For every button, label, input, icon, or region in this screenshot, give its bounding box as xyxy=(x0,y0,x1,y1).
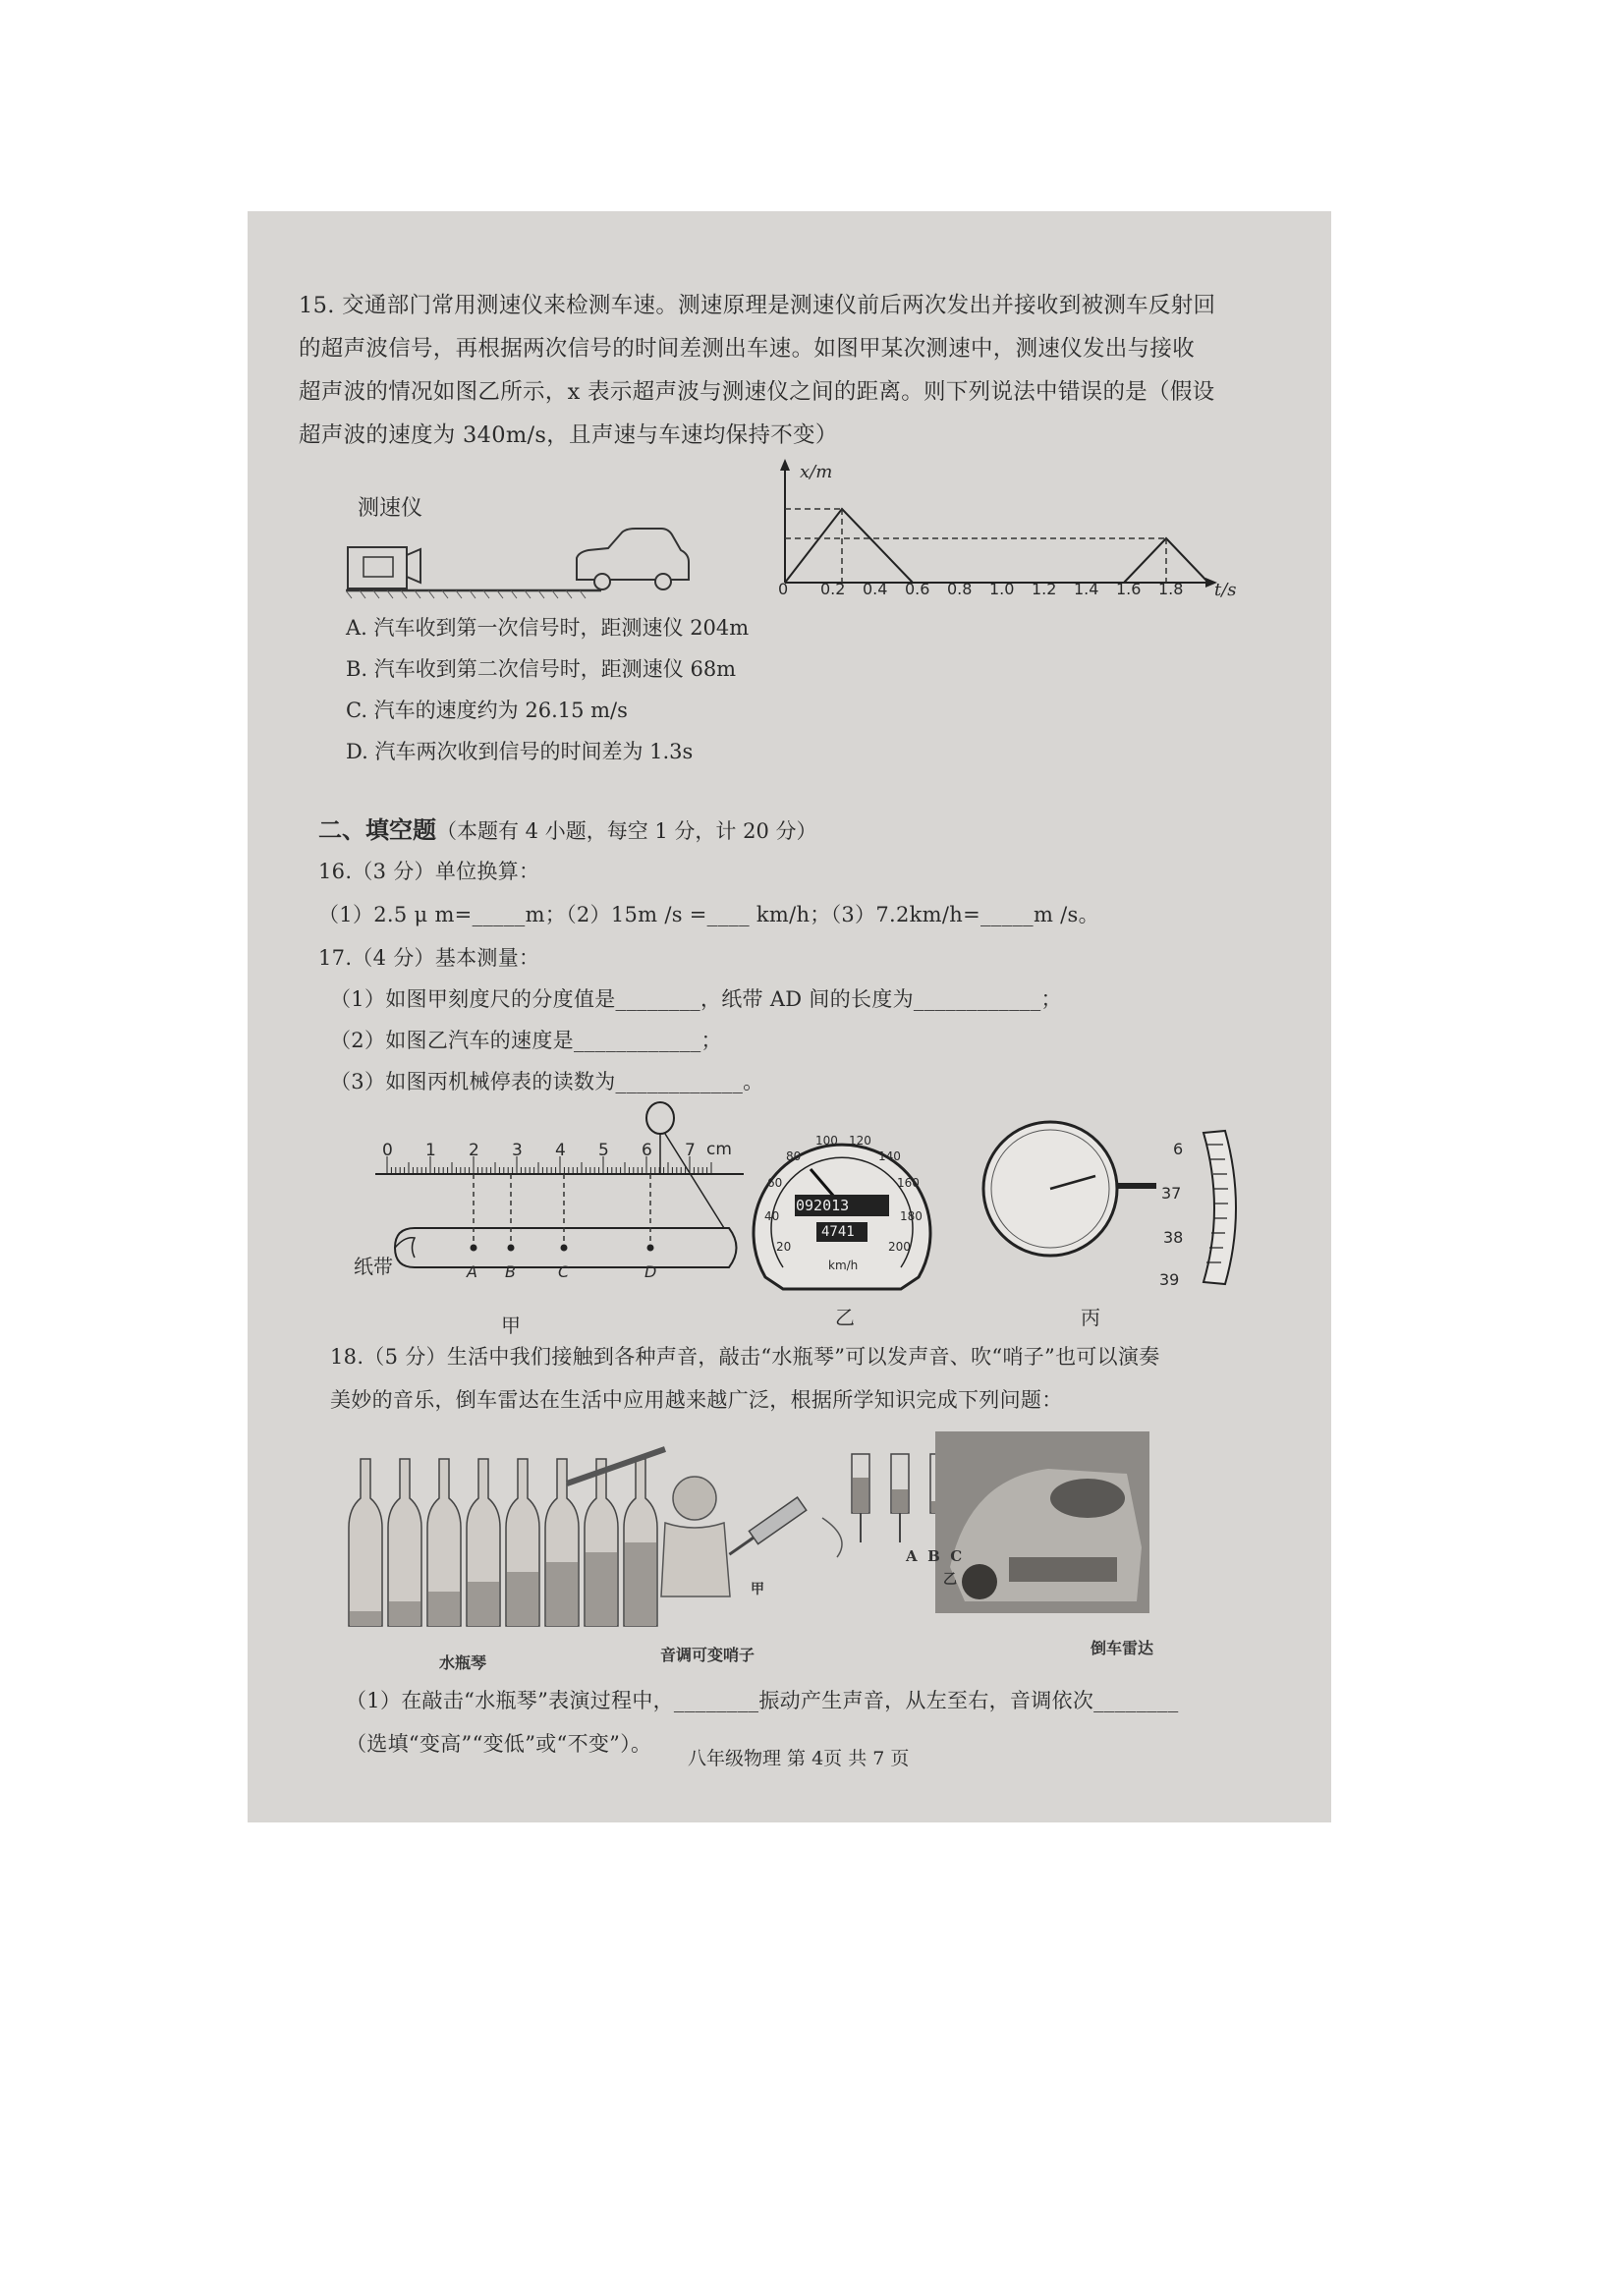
scale-number-38: 38 xyxy=(1163,1228,1184,1247)
point-d: D xyxy=(644,1262,657,1281)
speedo-number-20: 20 xyxy=(776,1240,792,1254)
q15-line-4: 超声波的速度为 340m/s，且声速与车速均保持不变） xyxy=(299,422,838,448)
q15-line-1: 15. 交通部门常用测速仪来检测车速。测速原理是测速仪前后两次发出并接收到被测车反射回 xyxy=(299,293,1216,318)
page-footer: 八年级物理 第 4页 共 7 页 xyxy=(688,1748,910,1769)
speed-device-label: 测速仪 xyxy=(358,496,423,521)
q18-part-1-note: （选填“变高”“变低”或“不变”）。 xyxy=(346,1732,652,1756)
speedo-number-200: 200 xyxy=(888,1240,911,1254)
speedo-number-180: 180 xyxy=(900,1209,923,1223)
graph-tick-7: 1.4 xyxy=(1074,580,1099,598)
speedo-number-120: 120 xyxy=(849,1134,871,1148)
car-outline xyxy=(567,511,695,599)
bottle xyxy=(585,1459,618,1626)
graph-tick-1: 0.2 xyxy=(820,580,846,598)
speedo-number-80: 80 xyxy=(786,1149,802,1163)
q18-part-1: （1）在敲击“水瓶琴”表演过程中，________振动产生声音，从左至右，音调依次________ xyxy=(346,1689,1179,1712)
speedo-number-140: 140 xyxy=(878,1149,901,1163)
test-tube xyxy=(852,1454,869,1542)
q17-part-1: （1）如图甲刻度尺的分度值是________，纸带 AD 间的长度为____________； xyxy=(330,987,1062,1011)
graph-tick-6: 1.2 xyxy=(1032,580,1057,598)
ruler-number-0: 0 xyxy=(382,1141,393,1160)
graph-tick-3: 0.6 xyxy=(905,580,930,598)
ruler-number-5: 5 xyxy=(598,1141,609,1160)
test-tube xyxy=(891,1454,909,1542)
q17-part-2: （2）如图乙汽车的速度是____________； xyxy=(330,1029,722,1052)
tubes-labels: A B C xyxy=(906,1547,963,1565)
bottle xyxy=(467,1459,500,1626)
graph-tick-5: 1.0 xyxy=(989,580,1015,598)
ruler-number-4: 4 xyxy=(555,1141,566,1160)
q18-line-1: 18.（5 分）生活中我们接触到各种声音，敲击“水瓶琴”可以发声音、吹“哨子”也可以演奏 xyxy=(330,1345,1160,1369)
q18-line-2: 美妙的音乐，倒车雷达在生活中应用越来越广泛，根据所学知识完成下列问题： xyxy=(330,1388,1063,1412)
mallet xyxy=(567,1449,665,1484)
q15-line-3: 超声波的情况如图乙所示，x 表示超声波与测速仪之间的距离。则下列说法中错误的是（假设 xyxy=(299,379,1215,405)
point-b: B xyxy=(505,1262,516,1281)
bottle xyxy=(388,1459,421,1626)
figure-jia-caption: 甲 xyxy=(501,1314,521,1337)
whistle-jia-label: 甲 xyxy=(751,1582,764,1597)
section-2-title: 二、填空题 xyxy=(318,815,436,844)
figure-yi-caption: 乙 xyxy=(835,1306,855,1329)
speed-unit: km/h xyxy=(828,1259,859,1272)
q15-option-a: A. 汽车收到第一次信号时，距测速仪 204m xyxy=(346,616,750,640)
graph-tick-0: 0 xyxy=(778,580,789,598)
q15-option-b: B. 汽车收到第二次信号时，距测速仪 68m xyxy=(346,657,737,681)
odometer-reading: 092013 xyxy=(796,1197,850,1214)
point-c: C xyxy=(558,1262,570,1281)
ruler-number-7: 7 xyxy=(685,1141,696,1160)
section-2-note: （本题有 4 小题，每空 1 分，计 20 分） xyxy=(436,819,817,843)
tubes-yi-label: 乙 xyxy=(943,1572,957,1588)
graph-x-label: t/s xyxy=(1214,580,1237,600)
girl-head xyxy=(673,1477,716,1520)
speedo-number-100: 100 xyxy=(815,1134,838,1148)
stopwatch xyxy=(979,1115,1314,1292)
bottles-caption: 水瓶琴 xyxy=(439,1653,487,1672)
ruler-unit: cm xyxy=(706,1140,732,1159)
graph-tick-2: 0.4 xyxy=(863,580,888,598)
bottle xyxy=(349,1459,382,1626)
zoomed-scale xyxy=(1203,1131,1236,1284)
graph-y-label: x/m xyxy=(800,462,833,482)
figure-bing-caption: 丙 xyxy=(1081,1306,1100,1329)
q16-head: 16.（3 分）单位换算： xyxy=(318,860,540,883)
ruler-number-2: 2 xyxy=(469,1141,479,1160)
speedo-number-160: 160 xyxy=(897,1176,920,1190)
section-2-heading xyxy=(318,811,817,845)
speedo-number-40: 40 xyxy=(764,1209,780,1223)
q15-line-2: 的超声波信号，再根据两次信号的时间差测出车速。如图甲某次测速中，测速仪发出与接收 xyxy=(299,336,1196,362)
signal-1-path xyxy=(785,509,913,583)
graph-tick-9: 1.8 xyxy=(1158,580,1184,598)
q15-option-d: D. 汽车两次收到信号的时间差为 1.3s xyxy=(346,740,694,763)
test-tubes xyxy=(852,1454,948,1542)
graph-tick-8: 1.6 xyxy=(1116,580,1142,598)
bottle xyxy=(506,1459,539,1626)
slide-whistle xyxy=(725,1497,807,1561)
graph-tick-4: 0.8 xyxy=(947,580,973,598)
ruler-number-6: 6 xyxy=(642,1141,652,1160)
bottle xyxy=(427,1459,461,1626)
speedo-number-60: 60 xyxy=(767,1176,783,1190)
q17-head: 17.（4 分）基本测量： xyxy=(318,946,540,970)
q16-body: （1）2.5 μ m=_____m；（2）15m /s =____ km/h；（3）7.2km/h=_____m /s。 xyxy=(318,903,1099,926)
ruler-number-1: 1 xyxy=(425,1141,436,1160)
tape-label: 纸带 xyxy=(354,1255,393,1278)
exam-page xyxy=(248,211,1331,1822)
ruler-hanger xyxy=(646,1102,674,1134)
point-a: A xyxy=(467,1262,477,1281)
bottle xyxy=(624,1459,657,1626)
speed-device-body xyxy=(348,547,407,588)
scale-number-6: 6 xyxy=(1173,1140,1184,1158)
trip-reading: 4741 xyxy=(821,1224,855,1240)
q15-option-c: C. 汽车的速度约为 26.15 m/s xyxy=(346,699,628,722)
water-bottles xyxy=(349,1459,657,1626)
q17-part-3: （3）如图丙机械停表的读数为____________。 xyxy=(330,1070,764,1093)
scale-number-37: 37 xyxy=(1161,1184,1182,1203)
ruler-number-3: 3 xyxy=(512,1141,523,1160)
radar-caption: 倒车雷达 xyxy=(1091,1639,1154,1657)
q18-figures xyxy=(341,1429,1323,1646)
scale-number-39: 39 xyxy=(1159,1270,1180,1289)
whistle-caption: 音调可变哨子 xyxy=(660,1646,756,1664)
